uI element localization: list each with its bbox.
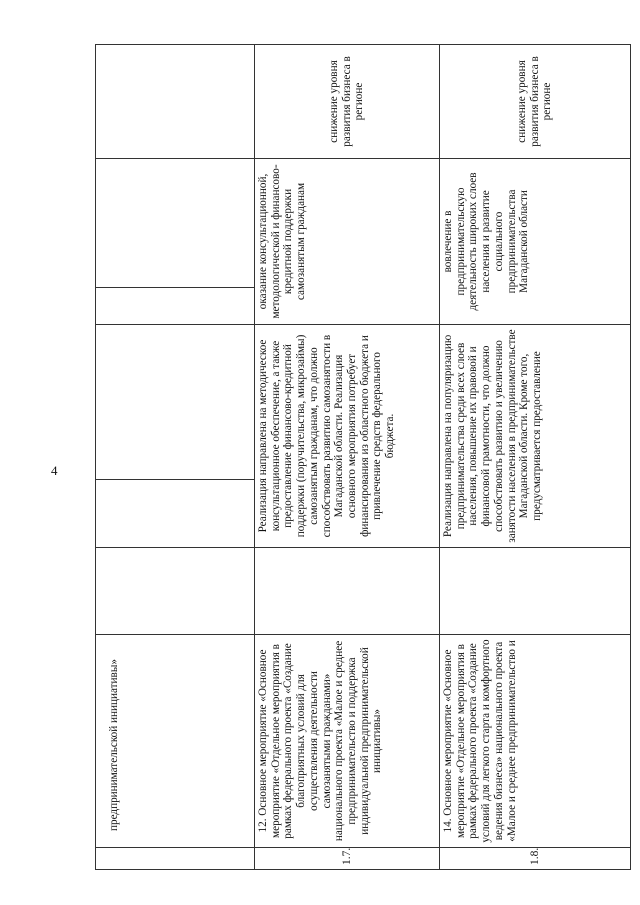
top-cell-risk xyxy=(96,158,255,287)
top-cell-description xyxy=(96,479,255,547)
table-row-top xyxy=(96,44,255,869)
page-number: 4 xyxy=(51,463,58,478)
top-cell-result xyxy=(96,324,255,479)
row-result: вовлечение в предпринимательскую деятельность широких слоев населения и развитие социального предпринимательства Магаданской области xyxy=(440,158,631,324)
top-cell-end xyxy=(96,44,255,158)
row-number: 1.8. xyxy=(440,848,631,870)
row-risk: снижение уровня развития бизнеса в регионе xyxy=(255,44,440,158)
table-row xyxy=(255,44,440,869)
row-event: 14. Основное мероприятие «Основное мероприятие «Отдельное мероприятия в рамках федерального проекта «Создание условий для легкого старта и комфортного ведения бизнеса» национального проекта «Малое и среднее предпринимательство и xyxy=(440,634,631,847)
row-description: Реализация направлена на популяризацию предпринимательства среди всех слоев населения, повышение их правовой и финансовой грамотности, что должно способствовать развитию и увеличению занятости населения в предпринимательстве Магаданской области. Кроме того, предусматривается предоставление xyxy=(440,324,631,547)
rotated-table-page xyxy=(95,45,630,870)
table-row xyxy=(440,44,631,869)
row-event: 12. Основное мероприятие «Основное мероприятие «Отдельное мероприятия в рамках федерального проекта «Создание благоприятных условий для осуществления деятельности самозанятыми гражданами» национального проекта «Малое и среднее предпринимательство и поддержка индивидуальной предпринимательской инициативы» xyxy=(255,634,440,847)
row-description: Реализация направлена на методическое консультационное обеспечение, а также предоставление финансово-кредитной поддержки (поручительства, микрозаймы) самозанятым гражданам, что должно способствовать развитию самозанятости в Магаданской области. Реализация основного мероприятия потребует финансирования из областного бюджета и привлечение средств федерального бюджета. xyxy=(255,324,440,547)
top-cell-num xyxy=(96,848,255,870)
top-cell-blank xyxy=(96,547,255,634)
row-result: оказание консультационной, методологической и финансово-кредитной поддержки самозанятым гражданам xyxy=(255,158,440,324)
top-cell-event xyxy=(96,634,255,847)
row-risk: снижение уровня развития бизнеса в регионе xyxy=(440,44,631,158)
row-blank xyxy=(440,547,631,634)
top-cell-gap xyxy=(96,287,255,324)
row-blank xyxy=(255,547,440,634)
top-cell-text: предпринимательской инициативы» xyxy=(108,659,120,831)
row-number: 1.7. xyxy=(255,848,440,870)
program-table xyxy=(95,44,631,870)
